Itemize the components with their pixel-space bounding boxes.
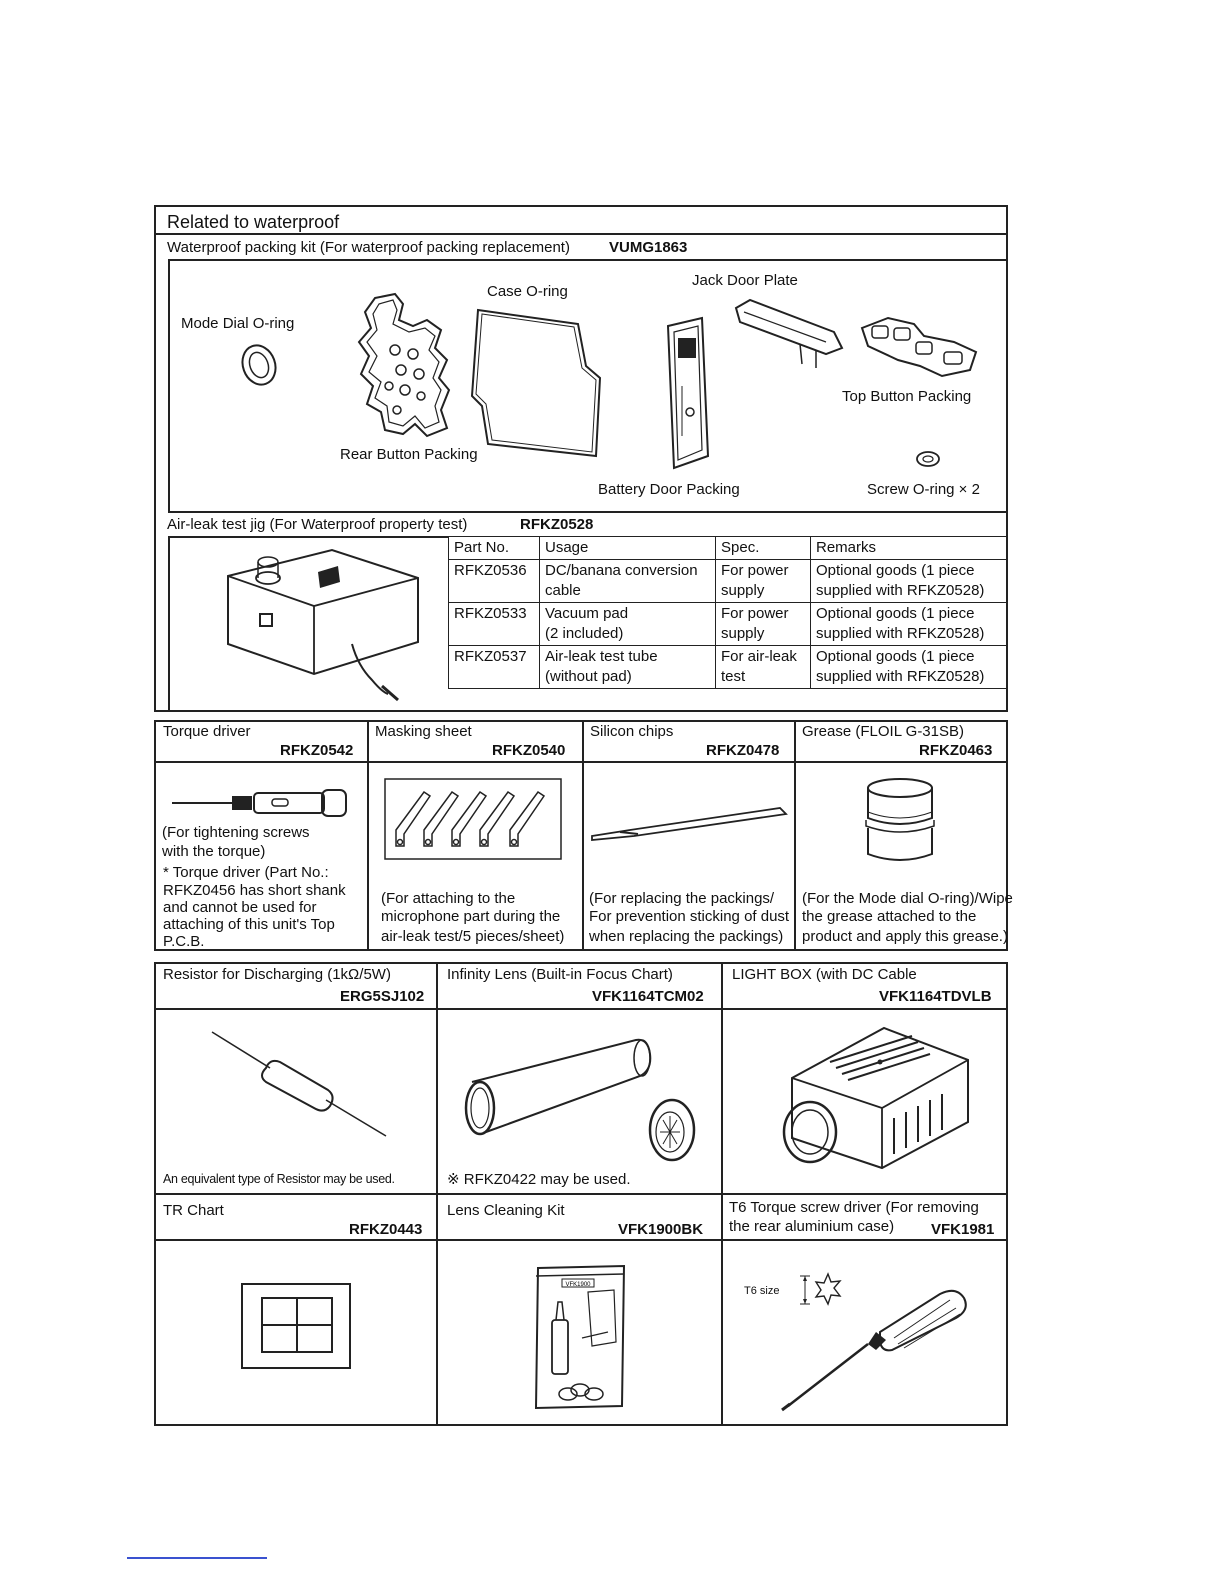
resistor-part: ERG5SJ102 [340, 988, 425, 1005]
mask-note-2: microphone part during the [381, 908, 561, 925]
silicon-chips-drawing [590, 804, 790, 844]
label-jack-door-plate: Jack Door Plate [692, 272, 798, 289]
masking-sheet-name: Masking sheet [375, 723, 472, 740]
label-mode-dial-oring: Mode Dial O-ring [181, 315, 295, 332]
masking-sheet-drawing [384, 778, 562, 860]
chips-note-1: (For replacing the packings/ [589, 890, 775, 907]
label-screw-oring: Screw O-ring × 2 [867, 481, 980, 498]
t6-size-label: T6 size [744, 1285, 780, 1297]
section-title: Related to waterproof [167, 212, 340, 232]
t6-driver-name-1: T6 Torque screw driver (For removing [729, 1199, 979, 1216]
torque-note-2: with the torque) [162, 843, 266, 860]
grease-name: Grease (FLOIL G-31SB) [802, 723, 964, 740]
kit-part-number: VUMG1863 [609, 239, 688, 256]
screw-oring-drawing [915, 450, 941, 468]
infinity-lens-name: Infinity Lens (Built-in Focus Chart) [447, 966, 673, 983]
resistor-note: An equivalent type of Resistor may be used. [163, 1172, 395, 1186]
label-rear-button-packing: Rear Button Packing [340, 446, 478, 463]
table-row: RFKZ0536 DC/banana conversion cable For power supply Optional goods (1 piece supplied with RFKZ0528) [449, 560, 1008, 603]
torque-note-1: (For tightening screws [162, 824, 310, 841]
t6-driver-part: VFK1981 [931, 1221, 995, 1238]
t6-driver-name-2: the rear aluminium case) [729, 1218, 895, 1235]
grease-note-2: the grease attached to the [802, 908, 977, 925]
resistor-drawing [210, 1030, 390, 1140]
tr-chart-drawing [240, 1282, 352, 1370]
tr-chart-name: TR Chart [163, 1202, 224, 1219]
torque-note-7: P.C.B. [163, 933, 205, 950]
table-header: Part No. Usage Spec. Remarks [449, 537, 1008, 560]
lens-cleaning-kit-name: Lens Cleaning Kit [447, 1202, 565, 1219]
infinity-lens-drawing [460, 1036, 700, 1166]
rear-button-packing-drawing [355, 290, 455, 440]
light-box-part: VFK1164TDVLB [879, 988, 992, 1005]
airleak-jig-drawing [222, 548, 422, 708]
torque-driver-part: RFKZ0542 [280, 742, 354, 759]
svg-text:VFK1900: VFK1900 [565, 1282, 591, 1288]
label-battery-door-packing: Battery Door Packing [598, 481, 740, 498]
torque-driver-drawing [172, 788, 352, 818]
torque-note-6: attaching of this unit's Top [163, 916, 335, 933]
battery-door-packing-drawing [658, 316, 714, 472]
top-button-packing-drawing [858, 314, 982, 378]
label-top-button-packing: Top Button Packing [842, 388, 972, 405]
label-case-oring: Case O-ring [487, 283, 568, 300]
light-box-name: LIGHT BOX (with DC Cable [732, 966, 917, 983]
table-row: RFKZ0533 Vacuum pad (2 included) For power supply Optional goods (1 piece supplied with RFKZ0528) [449, 603, 1008, 646]
grease-note-1: (For the Mode dial O-ring)/Wipe [802, 890, 1013, 907]
chips-note-3: when replacing the packings) [589, 928, 784, 945]
silicon-chips-name: Silicon chips [590, 723, 674, 740]
resistor-name: Resistor for Discharging (1kΩ/5W) [163, 966, 391, 983]
torque-driver-name: Torque driver [163, 723, 251, 740]
airleak-label: Air-leak test jig (For Waterproof property test) [167, 516, 468, 533]
mask-note-3: air-leak test/5 pieces/sheet) [381, 928, 565, 945]
chips-note-2: For prevention sticking of dust [589, 908, 790, 925]
tr-chart-part: RFKZ0443 [349, 1221, 423, 1238]
mask-note-1: (For attaching to the [381, 890, 516, 907]
torque-note-5: and cannot be used for [163, 899, 317, 916]
table-row: RFKZ0537 Air-leak test tube (without pad) For air-leak test Optional goods (1 piece supplied with RFKZ0528) [449, 646, 1008, 689]
grease-part: RFKZ0463 [919, 742, 993, 759]
lens-cleaning-kit-part: VFK1900BK [618, 1221, 704, 1238]
lens-cleaning-kit-drawing [532, 1262, 628, 1412]
torque-note-4: RFKZ0456 has short shank [163, 882, 346, 899]
mode-dial-oring-drawing [235, 342, 285, 388]
jack-door-plate-drawing [730, 298, 846, 370]
torque-note-3: * Torque driver (Part No.: [163, 864, 329, 881]
grease-note-3: product and apply this grease.) [802, 928, 1008, 945]
infinity-lens-part: VFK1164TCM02 [592, 988, 704, 1005]
grease-jar-drawing [860, 776, 940, 866]
footer-rule [127, 1557, 267, 1559]
light-box-drawing [772, 1022, 972, 1172]
silicon-chips-part: RFKZ0478 [706, 742, 780, 759]
kit-label: Waterproof packing kit (For waterproof packing replacement) [167, 239, 570, 256]
airleak-part-number: RFKZ0528 [520, 516, 594, 533]
masking-sheet-part: RFKZ0540 [492, 742, 566, 759]
infinity-lens-note: ※ RFKZ0422 may be used. [447, 1171, 631, 1188]
case-oring-drawing [470, 306, 610, 466]
airleak-parts-table [448, 536, 1008, 689]
t6-screwdriver-drawing [780, 1286, 970, 1422]
